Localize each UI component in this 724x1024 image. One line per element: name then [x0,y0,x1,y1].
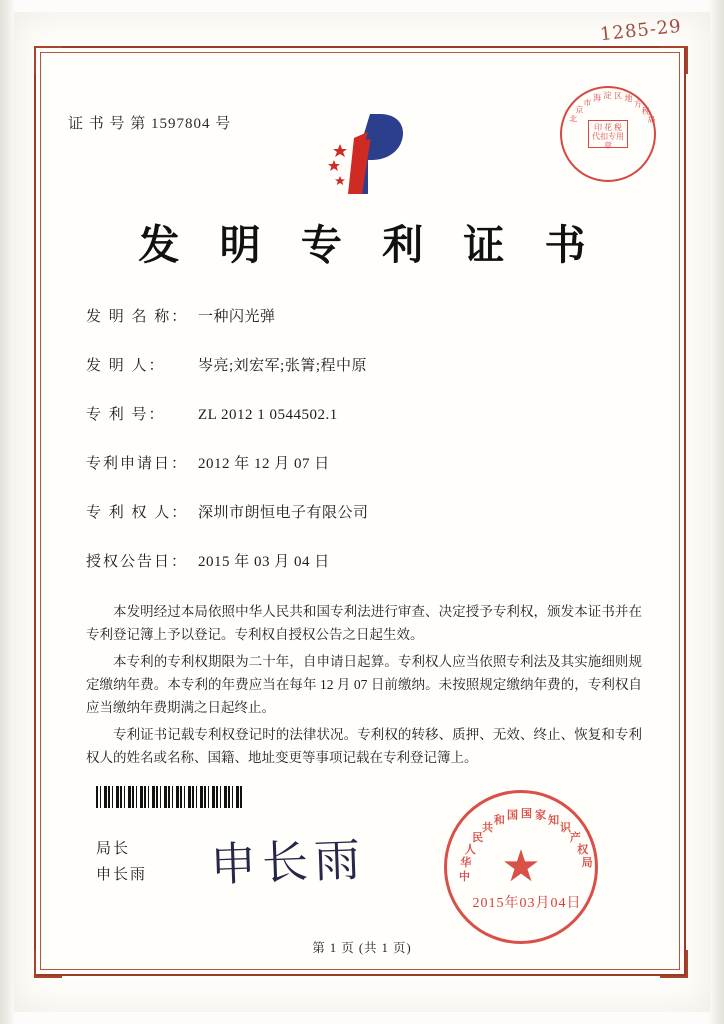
handwritten-signature: 申长雨 [209,832,367,892]
body-paragraph: 本专利的专利权期限为二十年，自申请日起算。专利权人应当依照专利法及其实施细则规定缴纳年费。本专利的年费应当在每年 12 月 07 日前缴纳。未按照规定缴纳年费的，专利权自应当缴纳年费期满之日起终止。 [86,654,642,715]
national-ip-administration-seal [444,790,598,944]
field-label: 专 利 权 人： [86,505,189,521]
field-application-date [86,452,646,473]
seal-star-icon: ★ [501,842,541,891]
field-inventors [86,354,646,375]
page-title: 发 明 专 利 证 书 [138,221,599,269]
field-label: 发 明 名 称： [86,309,189,325]
field-label: 发 明 人： [86,358,166,374]
body-paragraph: 本发明经过本局依照中华人民共和国专利法进行审查、决定授予专利权，颁发本证书并在专利登记簿上予以登记。专利权自授权公告之日起生效。 [86,604,642,642]
field-value: ZL 2012 1 0544502.1 [198,407,338,423]
field-patent-number [86,403,646,424]
field-value: 一种闪光弹 [198,309,276,325]
tax-stamp-arc-top: 北 京 市 海 淀 区 地 方 税 局 [569,91,656,125]
certificate-number: 证 书 号 第 1597804 号 [68,116,232,132]
field-value: 2012 年 12 月 07 日 [198,456,330,472]
field-value: 深圳市朗恒电子有限公司 [198,505,369,521]
certificate-barcode [96,786,244,808]
handwritten-reference-note: 1285-29 [599,15,683,46]
director-name: 申长雨 [96,867,148,883]
border-corner-top-left [34,46,62,74]
field-label: 专利申请日： [86,456,189,472]
field-value: 2015 年 03 月 04 日 [198,554,330,570]
field-grant-announcement-date [86,550,646,571]
field-label: 授权公告日： [86,554,189,570]
director-block [96,836,147,888]
field-patentee [86,501,646,522]
field-invention-title [86,305,646,326]
field-list [86,305,646,599]
seal-arc-text: 中 华 人 民 共 和 国 国 家 知 识 产 权 局 [459,808,593,884]
field-value: 岑亮;刘宏军;张箐;程中原 [198,358,368,374]
border-corner-top-right [660,46,688,74]
tax-stamp-seal [560,86,656,182]
cnipa-logo [318,108,414,200]
seal-date: 2015年03月04日 [472,896,582,911]
field-label: 专 利 号： [86,407,166,423]
director-label: 局长 [96,841,131,857]
scan-edge-shadow-right [708,0,724,1024]
body-paragraph: 专利证书记载专利权登记时的法律状况。专利权的转移、质押、无效、终止、恢复和专利权人的姓名或名称、国籍、地址变更等事项记载在专利登记簿上。 [86,727,642,765]
legal-body-text [86,600,642,773]
page-footer: 第 1 页 (共 1 页) [312,941,412,955]
tax-stamp-inner-text: 印 花 税 代扣专用章 [588,120,628,148]
